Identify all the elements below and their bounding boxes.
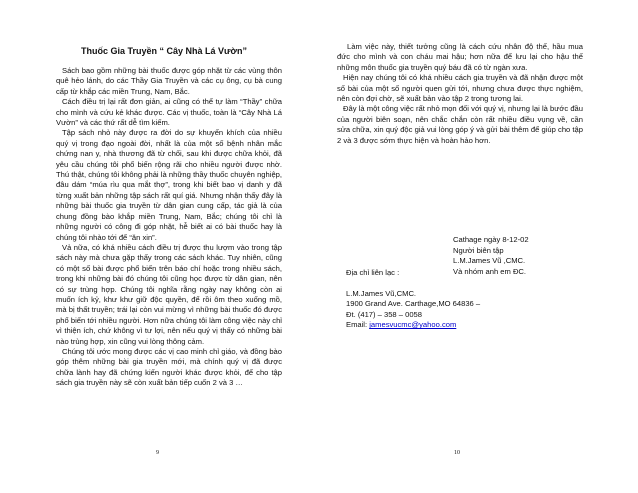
paragraph: Hiện nay chúng tôi có khá nhiều cách gia truyền và đã nhận được một số bài của một số người quen gửi tới, nhưng chưa được thực nghiệm, nên còn đợi chờ, sẽ xuất bản vào tập 2 trong tương lai. [337, 73, 583, 104]
paragraph: Chúng tôi ước mong được các vị cao minh chỉ giáo, và đồng bào góp thêm những bài gia truyền mới, mà chính quý vị đã được chữa lành hay đã chứng kiến người khác được khỏi, để cho tập sách gia truyền này sẽ còn xuất bản tiếp cuốn 2 và 3 … [56, 346, 282, 388]
paragraph: Sách bao gồm những bài thuốc được góp nhặt từ các vùng thôn quê hẻo lánh, do các Thầy Gia Truyền và các cụ ông, cụ bà cung cấp từ khắp các miền Trung, Nam, Bắc. [56, 66, 282, 96]
paragraph: Làm việc này, thiết tưởng cũng là cách cứu nhân độ thế, hầu mua đức cho mình và con cháu mai hậu; hơn nữa để lưu lại cho hậu thế những môn thuốc gia truyền quý báu đã có từ ngàn xưa. [337, 42, 583, 72]
paragraph: Cách điều trị lại rất đơn giản, ai cũng có thể tự làm “Thầy” chữa cho mình và cứu kẻ khác được. Các vị thuốc, toàn là “Cây Nhà Lá Vườn” và các thứ rất dễ tìm kiếm. [56, 97, 282, 128]
contact-block [346, 268, 480, 331]
signature-date: Cathage ngày 8-12-02 [453, 235, 529, 244]
page-number: 9 [156, 450, 159, 456]
page-title: Thuốc Gia Truyền “ Cây Nhà Lá Vườn” [81, 46, 247, 56]
contact-label: Địa chỉ liên lạc : [346, 268, 400, 277]
email-label: Email: [346, 320, 368, 330]
contact-name: L.M.James Vũ,CMC. [346, 288, 417, 298]
signature-name: L.M.James Vũ ,CMC. [453, 256, 526, 266]
contact-address: 1900 Grand Ave. Carthage,MO 64836 – [346, 299, 481, 309]
signature-role: Người biên tập [453, 245, 504, 255]
page-number: 10 [454, 450, 460, 456]
contact-email-line [346, 320, 480, 331]
contact-phone: Đt. (417) – 358 – 0058 [346, 309, 422, 319]
email-link[interactable]: jamesvucmc@yahoo.com [369, 320, 457, 330]
paragraph: Đây là một công việc rất nhỏ mọn đối với quý vị, nhưng lại là bước đầu của người biên soạn, nên chắc chắn còn rất nhiều điều vụng về, cần sửa chữa, xin quý độc giả vui lòng góp ý và gửi bài thêm để giúp cho tập 2 và 3 được sớm thực hiện và hoàn hảo hơn. [337, 104, 583, 145]
paragraph: Tập sách nhỏ này được ra đời do sự khuyến khích của nhiều quý vị trong đạo ngoài đời, nhất là của một số bệnh nhân mắc chứng nan y, nhà thương đã từ chối, sau khi được chữa khỏi, đã yêu cầu chúng tôi phổ biến rộng rãi cho nhiều người được nhờ. Thú thật, chúng tôi không phải là những thầy thuốc chuyên nghiệp, đâu dám “múa rìu qua mắt thợ”, trong khi biết bao vị danh y đã từng xuất bản những tập sách rất quí giá. Nhưng nhận thấy đây là những bài thuốc gia truyền từ dân gian cung cấp, tác giả là của chung đồng bào khắp miền Trung, Nam, Bắc; chúng tôi chỉ là những người có công đi góp nhặt, hễ biết ai có bài thuốc hay là chúng tôi nhào tới để “ăn xin”. [56, 128, 282, 242]
left-body-text [56, 66, 282, 389]
signature-team: Và nhóm anh em ĐC. [453, 266, 527, 276]
paragraph: Vả nữa, có khá nhiều cách điều trị được thu lượm vào trong tập sách này mà chưa gặp thấy trong các sách khác. Tuy nhiên, cũng có một số bài được phổ biến trên báo chí hoặc trong nhiều sách, trong khi những bài đó chúng tôi cũng học được từ dân gian, nên có sự trùng hợp. Chúng tôi nghĩa rằng ngày nay không còn ai muốn ích kỷ, khư khư giữ độc quyền, để rồi ôm theo xuống mồ, mà bị thất truyền; trái lại còn vui mừng vì những bài thuốc đó được phổ biến tới nhiều người. Hơn nữa chúng tôi làm công việc này chỉ vì thiện ích, chứ không vì tư lợi, nên nếu quý vị thấy có những bài nào trùng hợp, xin cũng vui lòng thông cảm. [56, 242, 282, 346]
right-body-text [337, 42, 583, 146]
